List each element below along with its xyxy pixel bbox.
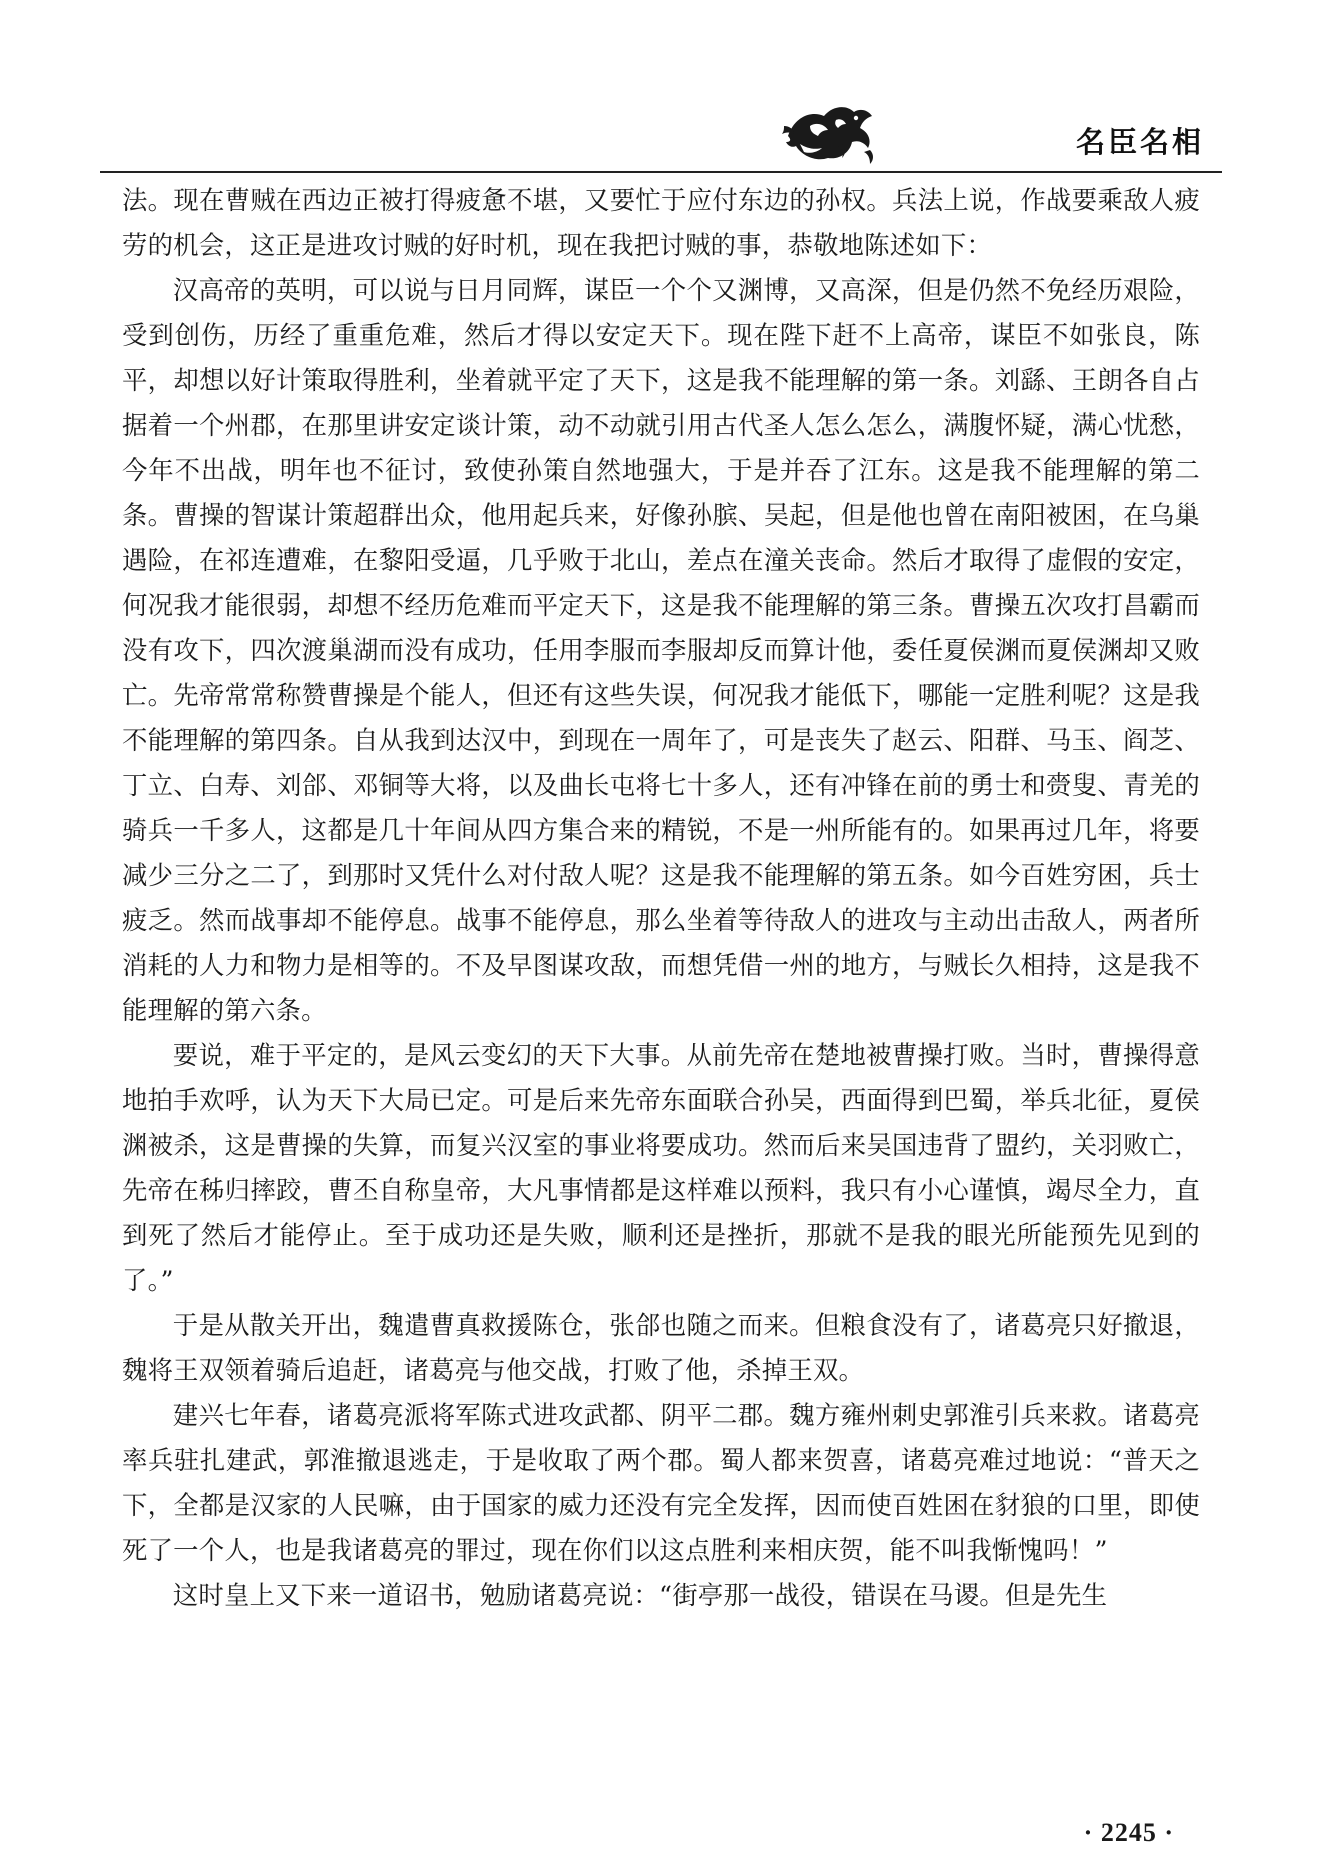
running-title: 名臣名相: [1075, 125, 1204, 159]
dragon-emblem-icon: [780, 96, 880, 166]
body-text: [122, 178, 1200, 1618]
paragraph-5: 建兴七年春，诸葛亮派将军陈式进攻武都、阴平二郡。魏方雍州刺史郭淮引兵来救。诸葛亮率兵驻扎建武，郭淮撤退逃走，于是收取了两个郡。蜀人都来贺喜，诸葛亮难过地说：“普天之下，全都是汉家的人民嘛，由于国家的威力还没有完全发挥，因而使百姓困在豺狼的口里，即使死了一个人，也是我诸葛亮的罪过，现在你们以这点胜利来相庆贺，能不叫我惭愧吗！”: [122, 1400, 1200, 1565]
paragraph-2: 汉高帝的英明，可以说与日月同辉，谋臣一个个又渊博，又高深，但是仍然不免经历艰险，受到创伤，历经了重重危难，然后才得以安定天下。现在陛下赶不上高帝，谋臣不如张良，陈平，却想以好计策取得胜利，坐着就平定了天下，这是我不能理解的第一条。刘繇、王朗各自占据着一个州郡，在那里讲安定谈计策，动不动就引用古代圣人怎么怎么，满腹怀疑，满心忧愁，今年不出战，明年也不征讨，致使孙策自然地强大，于是并吞了江东。这是我不能理解的第二条。曹操的智谋计策超群出众，他用起兵来，好像孙膑、吴起，但是他也曾在南阳被困，在乌巢遇险，在祁连遭难，在黎阳受逼，几乎败于北山，差点在潼关丧命。然后才取得了虚假的安定，何况我才能很弱，却想不经历危难而平定天下，这是我不能理解的第三条。曹操五次攻打昌霸而没有攻下，四次渡巢湖而没有成功，任用李服而李服却反而算计他，委任夏侯渊而夏侯渊却又败亡。先帝常常称赞曹操是个能人，但还有这些失误，何况我才能低下，哪能一定胜利呢？这是我不能理解的第四条。自从我到达汉中，到现在一周年了，可是丧失了赵云、阳群、马玉、阎芝、丁立、白寿、刘郃、邓铜等大将，以及曲长屯将七十多人，还有冲锋在前的勇士和赍叟、青羌的骑兵一千多人，这都是几十年间从四方集合来的精锐，不是一州所能有的。如果再过几年，将要减少三分之二了，到那时又凭什么对付敌人呢？这是我不能理解的第五条。如今百姓穷困，兵士疲乏。然而战事却不能停息。战事不能停息，那么坐着等待敌人的进攻与主动出击敌人，两者所消耗的人力和物力是相等的。不及早图谋攻敌，而想凭借一州的地方，与贼长久相持，这是我不能理解的第六条。: [122, 275, 1200, 1025]
paragraph-6: 这时皇上又下来一道诏书，勉励诸葛亮说：“街亭那一战役，错误在马谡。但是先生: [172, 1580, 1108, 1610]
paragraph-4: 于是从散关开出，魏遣曹真救援陈仓，张郃也随之而来。但粮食没有了，诸葛亮只好撤退，魏将王双领着骑后追赶，诸葛亮与他交战，打败了他，杀掉王双。: [122, 1310, 1200, 1385]
page-number: · 2245 ·: [1083, 1818, 1174, 1847]
paragraph-3: 要说，难于平定的，是风云变幻的天下大事。从前先帝在楚地被曹操打败。当时，曹操得意地拍手欢呼，认为天下大局已定。可是后来先帝东面联合孙吴，西面得到巴蜀，举兵北征，夏侯渊被杀，这是曹操的失算，而复兴汉室的事业将要成功。然而后来吴国违背了盟约，关羽败亡，先帝在秭归摔跤，曹丕自称皇帝，大凡事情都是这样难以预料，我只有小心谨慎，竭尽全力，直到死了然后才能停止。至于成功还是失败，顺利还是挫折，那就不是我的眼光所能预先见到的了。”: [122, 1040, 1200, 1295]
header-rule: [100, 171, 1222, 173]
page-header: [0, 0, 1322, 180]
paragraph-1: 法。现在曹贼在西边正被打得疲惫不堪，又要忙于应付东边的孙权。兵法上说，作战要乘敌人疲劳的机会，这正是进攻讨贼的好时机，现在我把讨贼的事，恭敬地陈述如下：: [122, 185, 1200, 260]
